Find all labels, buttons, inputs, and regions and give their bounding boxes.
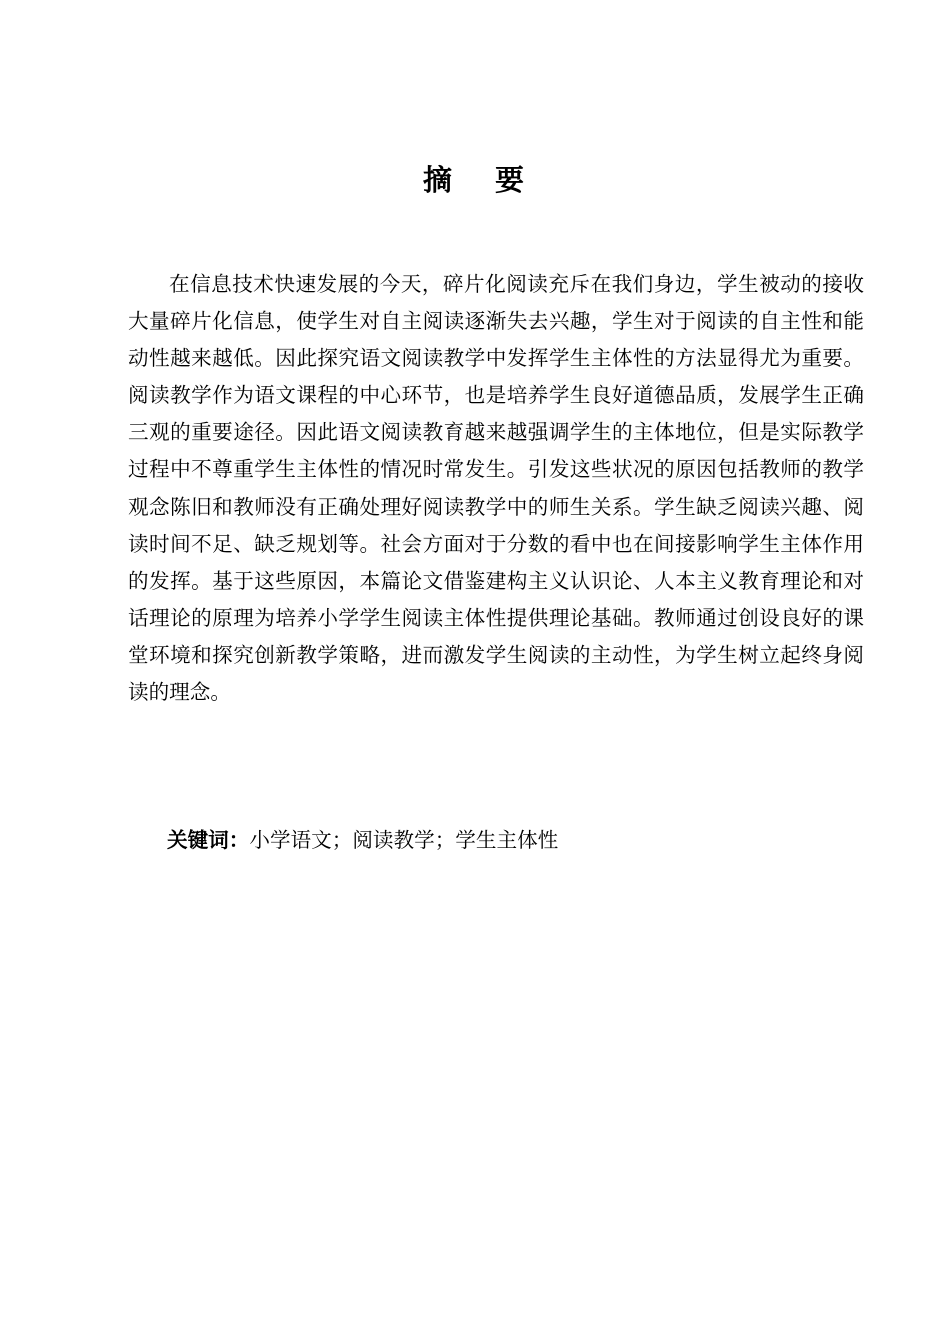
keywords-text: 小学语文；阅读教学；学生主体性 (249, 828, 559, 852)
keywords-line (167, 822, 867, 859)
keywords-label: 关键词： (167, 828, 250, 852)
abstract-paragraph: 在信息技术快速发展的今天，碎片化阅读充斥在我们身边，学生被动的接收大量碎片化信息，使学生对自主阅读逐渐失去兴趣，学生对于阅读的自主性和能动性越来越低。因此探究语文阅读教学中发挥学生主体性的方法显得尤为重要。阅读教学作为语文课程的中心环节，也是培养学生良好道德品质，发展学生正确三观的重要途径。因此语文阅读教育越来越强调学生的主体地位，但是实际教学过程中不尊重学生主体性的情况时常发生。引发这些状况的原因包括教师的教学观念陈旧和教师没有正确处理好阅读教学中的师生关系。学生缺乏阅读兴趣、阅读时间不足、缺乏规划等。社会方面对于分数的看中也在间接影响学生主体作用的发挥。基于这些原因，本篇论文借鉴建构主义认识论、人本主义教育理论和对话理论的原理为培养小学学生阅读主体性提供理论基础。教师通过创设良好的课堂环境和探究创新教学策略，进而激发学生阅读的主动性，为学生树立起终身阅读的理念。 (128, 272, 864, 705)
page-title: 摘要 (422, 163, 567, 197)
